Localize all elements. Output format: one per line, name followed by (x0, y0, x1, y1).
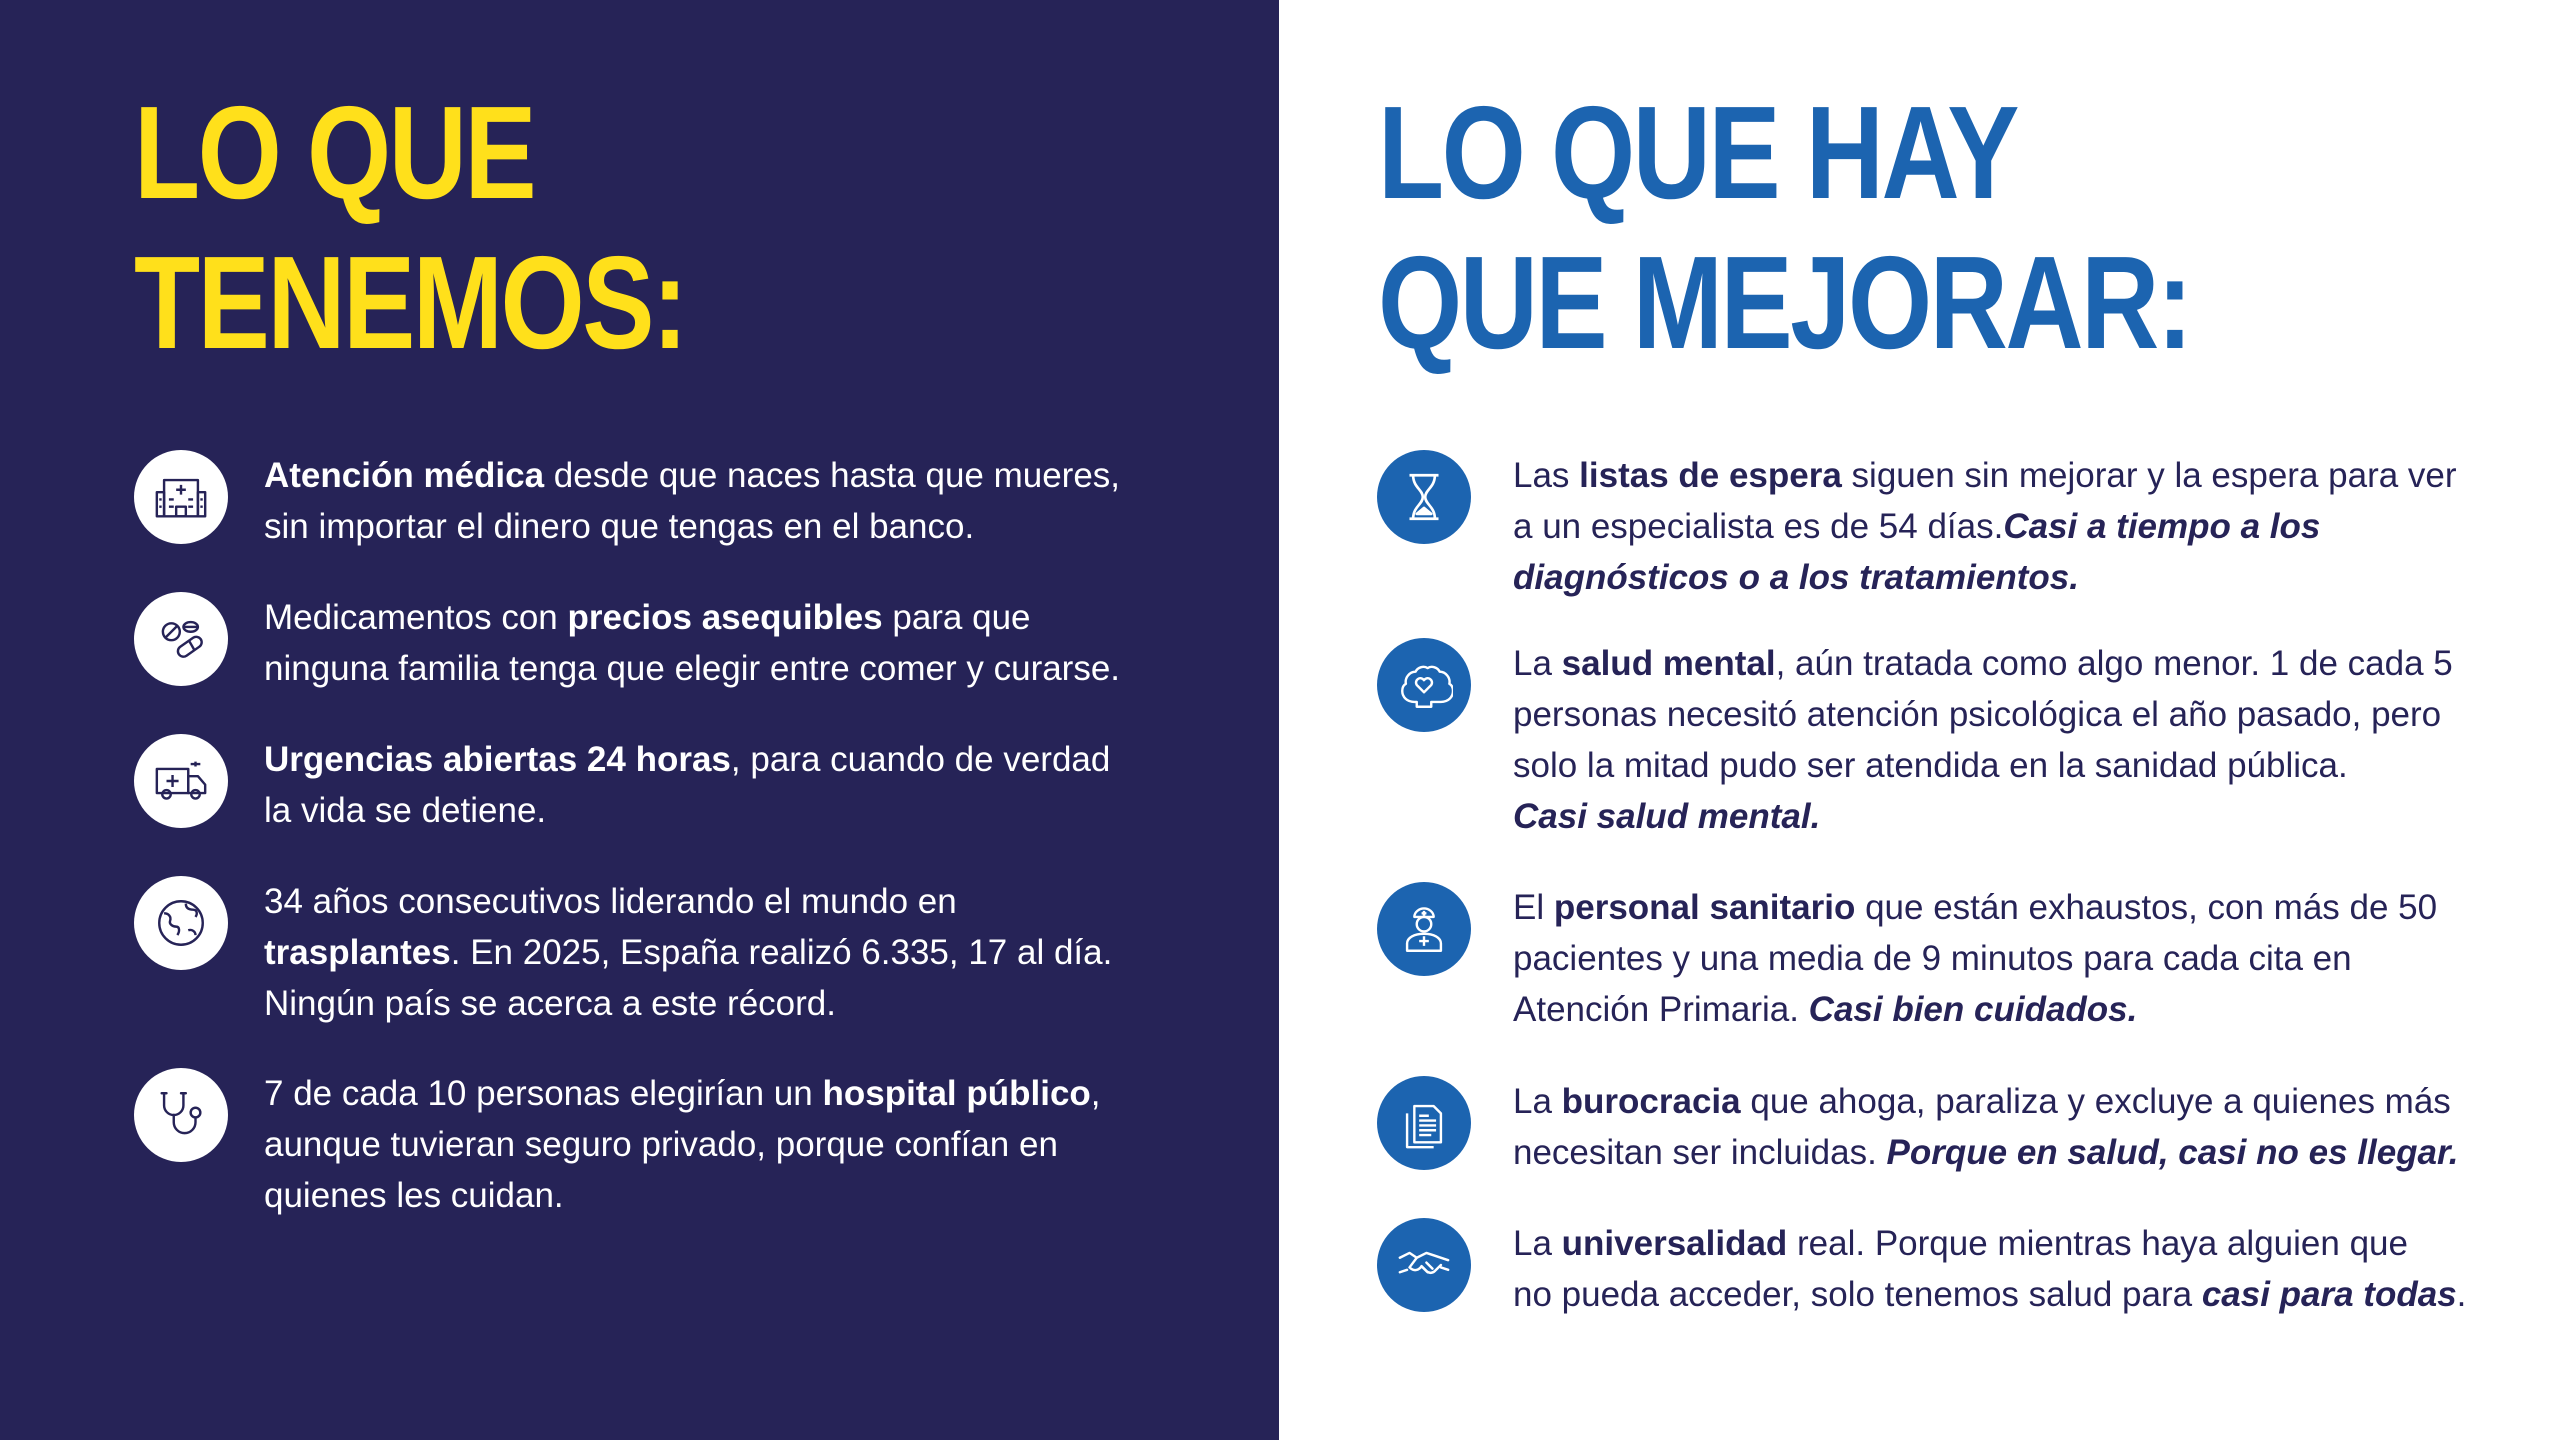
body-text: El (1513, 888, 1554, 927)
emphasis-text: Porque en salud, casi no es llegar. (1886, 1133, 2459, 1172)
highlight-text: salud mental (1561, 644, 1776, 683)
right-item-5-text (1513, 1218, 2493, 1320)
body-text: siguen sin mejorar y la espera para ver a un especialista es de 54 días. (1513, 456, 2457, 546)
body-text: que están exhaustos, con más de 50 pacientes y una media de 9 minutos para cada cita en Atención Primaria. (1513, 888, 2438, 1029)
globe-icon (134, 876, 228, 970)
highlight-text: hospital público (822, 1074, 1091, 1113)
handshake-icon (1377, 1218, 1471, 1312)
body-text: desde que naces hasta que mueres, sin importar el dinero que tengas en el banco. (264, 456, 1121, 546)
body-text: que ahoga, paraliza y excluye a quienes más necesitan ser incluidas. (1513, 1082, 2451, 1172)
left-heading-line-1: LO QUE (134, 79, 535, 226)
left-panel (0, 0, 1279, 1440)
right-heading-line-2: QUE MEJORAR: (1378, 229, 2191, 376)
emphasis-text: Casi salud mental. (1513, 797, 1821, 836)
left-item-5-text (264, 1068, 1184, 1221)
left-item-1 (134, 450, 1184, 552)
emphasis-text: casi para todas (2201, 1275, 2457, 1314)
right-item-4 (1377, 1076, 2493, 1178)
body-text: Las (1513, 456, 1580, 495)
body-text: Medicamentos con (264, 598, 568, 637)
pills-icon (134, 592, 228, 686)
left-item-2-text (264, 592, 1184, 694)
highlight-text: personal sanitario (1553, 888, 1856, 927)
body-text: La (1513, 644, 1562, 683)
body-text: . En 2025, España realizó 6.335, 17 al día. Ningún país se acerca a este récord. (264, 933, 1113, 1023)
right-item-3-text (1513, 882, 2493, 1035)
brain-heart-icon (1377, 638, 1471, 732)
hourglass-icon (1377, 450, 1471, 544)
highlight-text: trasplantes (264, 933, 451, 972)
emphasis-text: Casi bien cuidados. (1808, 990, 2138, 1029)
right-panel (1279, 0, 2560, 1440)
body-text: La (1513, 1224, 1562, 1263)
highlight-text: listas de espera (1579, 456, 1842, 495)
body-text: para que ninguna familia tenga que elegir entre comer y curarse. (264, 598, 1121, 688)
left-heading-line-2: TENEMOS: (134, 229, 686, 376)
stethoscope-icon (134, 1068, 228, 1162)
left-heading (134, 78, 686, 378)
right-item-2 (1377, 638, 2493, 842)
right-item-5 (1377, 1218, 2493, 1320)
right-heading-line-1: LO QUE HAY (1378, 79, 2018, 226)
highlight-text: Urgencias abiertas 24 horas (264, 740, 731, 779)
body-text: real. Porque mientras haya alguien que no pueda acceder, solo tenemos salud para (1513, 1224, 2408, 1314)
right-item-2-text (1513, 638, 2493, 842)
highlight-text: burocracia (1561, 1082, 1741, 1121)
left-item-1-text (264, 450, 1184, 552)
highlight-text: universalidad (1561, 1224, 1788, 1263)
body-text: . (2456, 1275, 2467, 1314)
right-item-3 (1377, 882, 2493, 1035)
left-item-5 (134, 1068, 1184, 1221)
body-text: 34 años consecutivos liderando el mundo en (264, 882, 957, 921)
documents-icon (1377, 1076, 1471, 1170)
body-text: , para cuando de verdad la vida se detiene. (264, 740, 1111, 830)
right-heading (1378, 78, 2190, 378)
body-text: 7 de cada 10 personas elegirían un (264, 1074, 823, 1113)
left-item-2 (134, 592, 1184, 694)
left-item-3-text (264, 734, 1184, 836)
body-text: , aunque tuvieran seguro privado, porque confían en quienes les cuidan. (264, 1074, 1101, 1215)
left-item-4-text (264, 876, 1184, 1029)
emphasis-text: Casi a tiempo a los diagnósticos o a los tratamientos. (1513, 507, 2321, 597)
ambulance-icon (134, 734, 228, 828)
highlight-text: precios asequibles (567, 598, 883, 637)
left-item-3 (134, 734, 1184, 836)
right-item-4-text (1513, 1076, 2493, 1178)
hospital-icon (134, 450, 228, 544)
highlight-text: Atención médica (264, 456, 545, 495)
right-item-1 (1377, 450, 2493, 603)
body-text: La (1513, 1082, 1562, 1121)
body-text: , aún tratada como algo menor. 1 de cada 5 personas necesitó atención psicológica el año pasado, pero solo la mitad pudo ser atendida en la sanidad pública. (1513, 644, 2453, 785)
right-item-1-text (1513, 450, 2493, 603)
nurse-icon (1377, 882, 1471, 976)
left-item-4 (134, 876, 1184, 1029)
